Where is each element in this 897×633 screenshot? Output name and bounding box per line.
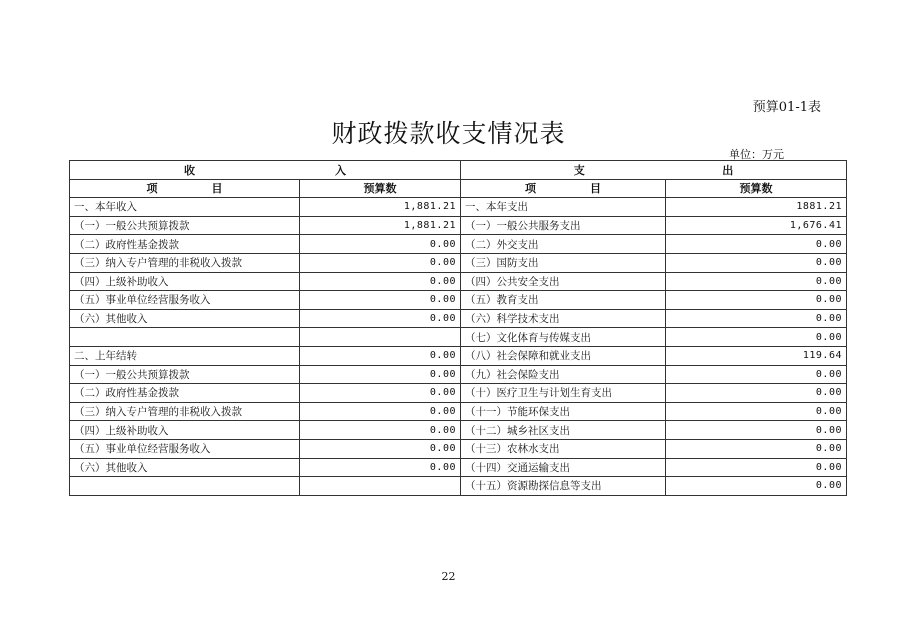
table-row <box>70 477 847 496</box>
expense-item-cell: （六）科学技术支出 <box>461 309 666 328</box>
income-header <box>70 161 461 180</box>
income-amount-cell <box>300 477 461 496</box>
income-item-header <box>70 179 300 198</box>
table-row <box>70 402 847 421</box>
form-number: 预算01-1表 <box>752 100 821 115</box>
expense-amount-cell: 1,676.41 <box>666 216 847 235</box>
expense-item-cell: （十一）节能环保支出 <box>461 402 666 421</box>
expense-item-cell: （一）一般公共服务支出 <box>461 216 666 235</box>
document-title: 财政拨款收支情况表 <box>331 119 566 148</box>
table-row <box>70 198 847 217</box>
income-item-cell: （四）上级补助收入 <box>70 272 300 291</box>
income-item-cell: （三）纳入专户管理的非税收入拨款 <box>70 402 300 421</box>
table-row <box>70 346 847 365</box>
table-row <box>70 421 847 440</box>
item-header-char-1: 项 <box>146 182 158 196</box>
expense-item-cell: （九）社会保险支出 <box>461 365 666 384</box>
unit-label: 单位：万元 <box>729 148 784 161</box>
income-amount-cell: 0.00 <box>300 365 461 384</box>
table-row <box>70 291 847 310</box>
table-header-row-2 <box>70 179 847 198</box>
income-item-cell: （六）其他收入 <box>70 309 300 328</box>
income-item-cell: （五）事业单位经营服务收入 <box>70 439 300 458</box>
expense-item-cell: （十三）农林水支出 <box>461 439 666 458</box>
expense-item-cell: （八）社会保障和就业支出 <box>461 346 666 365</box>
expense-amount-cell: 0.00 <box>666 402 847 421</box>
page-number: 22 <box>441 570 456 583</box>
item-header-char-2: 目 <box>211 182 223 196</box>
income-amount-cell: 0.00 <box>300 309 461 328</box>
table-row <box>70 309 847 328</box>
item-header-right-char-1: 项 <box>525 182 536 196</box>
income-item-cell: （一）一般公共预算拨款 <box>70 216 300 235</box>
budget-table <box>69 160 847 496</box>
expense-item-cell: （十）医疗卫生与计划生育支出 <box>461 384 666 403</box>
expense-amount-cell: 0.00 <box>666 272 847 291</box>
income-amount-cell: 0.00 <box>300 458 461 477</box>
income-item-cell <box>70 328 300 347</box>
income-budget-header: 预算数 <box>300 179 461 198</box>
income-amount-cell: 1,881.21 <box>300 216 461 235</box>
expense-amount-cell: 0.00 <box>666 328 847 347</box>
income-amount-cell: 1,881.21 <box>300 198 461 217</box>
table-row <box>70 384 847 403</box>
expense-item-cell: （三）国防支出 <box>461 253 666 272</box>
income-amount-cell: 0.00 <box>300 346 461 365</box>
income-item-cell <box>70 477 300 496</box>
income-amount-cell: 0.00 <box>300 291 461 310</box>
income-item-cell: （二）政府性基金拨款 <box>70 384 300 403</box>
expense-amount-cell: 0.00 <box>666 235 847 254</box>
expense-amount-cell: 0.00 <box>666 309 847 328</box>
income-header-char-2: 入 <box>335 163 346 177</box>
income-item-cell: 一、本年收入 <box>70 198 300 217</box>
expense-amount-cell: 0.00 <box>666 439 847 458</box>
expense-amount-cell: 119.64 <box>666 346 847 365</box>
income-item-cell: 二、上年结转 <box>70 346 300 365</box>
income-amount-cell: 0.00 <box>300 272 461 291</box>
expense-amount-cell: 0.00 <box>666 384 847 403</box>
income-amount-cell: 0.00 <box>300 439 461 458</box>
table-row <box>70 272 847 291</box>
expense-item-cell: （七）文化体育与传媒支出 <box>461 328 666 347</box>
expense-item-cell: （十五）资源勘探信息等支出 <box>461 477 666 496</box>
income-amount-cell: 0.00 <box>300 402 461 421</box>
expense-item-cell: （十四）交通运输支出 <box>461 458 666 477</box>
table-row <box>70 328 847 347</box>
income-amount-cell: 0.00 <box>300 421 461 440</box>
income-amount-cell: 0.00 <box>300 235 461 254</box>
income-header-char-1: 收 <box>184 163 195 177</box>
income-item-cell: （四）上级补助收入 <box>70 421 300 440</box>
table-row <box>70 365 847 384</box>
table-row <box>70 439 847 458</box>
table-row <box>70 235 847 254</box>
income-amount-cell <box>300 328 461 347</box>
expense-amount-cell: 0.00 <box>666 477 847 496</box>
item-header-right-char-2: 目 <box>590 182 601 196</box>
income-item-cell: （三）纳入专户管理的非税收入拨款 <box>70 253 300 272</box>
expense-amount-cell: 1881.21 <box>666 198 847 217</box>
expense-item-cell: （二）外交支出 <box>461 235 666 254</box>
table-row <box>70 458 847 477</box>
expense-item-cell: （五）教育支出 <box>461 291 666 310</box>
income-item-cell: （五）事业单位经营服务收入 <box>70 291 300 310</box>
expense-budget-header: 预算数 <box>666 179 847 198</box>
expense-item-cell: 一、本年支出 <box>461 198 666 217</box>
income-item-cell: （二）政府性基金拨款 <box>70 235 300 254</box>
expense-header-char-2: 出 <box>722 163 734 177</box>
income-amount-cell: 0.00 <box>300 253 461 272</box>
expense-amount-cell: 0.00 <box>666 291 847 310</box>
expense-item-cell: （四）公共安全支出 <box>461 272 666 291</box>
table-row <box>70 216 847 235</box>
expense-amount-cell: 0.00 <box>666 253 847 272</box>
expense-amount-cell: 0.00 <box>666 458 847 477</box>
expense-header <box>461 161 847 180</box>
expense-header-char-1: 支 <box>573 163 585 177</box>
income-item-cell: （六）其他收入 <box>70 458 300 477</box>
table-header-row-1 <box>70 161 847 180</box>
expense-amount-cell: 0.00 <box>666 365 847 384</box>
table-row <box>70 253 847 272</box>
income-amount-cell: 0.00 <box>300 384 461 403</box>
expense-item-header <box>461 179 666 198</box>
expense-item-cell: （十二）城乡社区支出 <box>461 421 666 440</box>
expense-amount-cell: 0.00 <box>666 421 847 440</box>
income-item-cell: （一）一般公共预算拨款 <box>70 365 300 384</box>
